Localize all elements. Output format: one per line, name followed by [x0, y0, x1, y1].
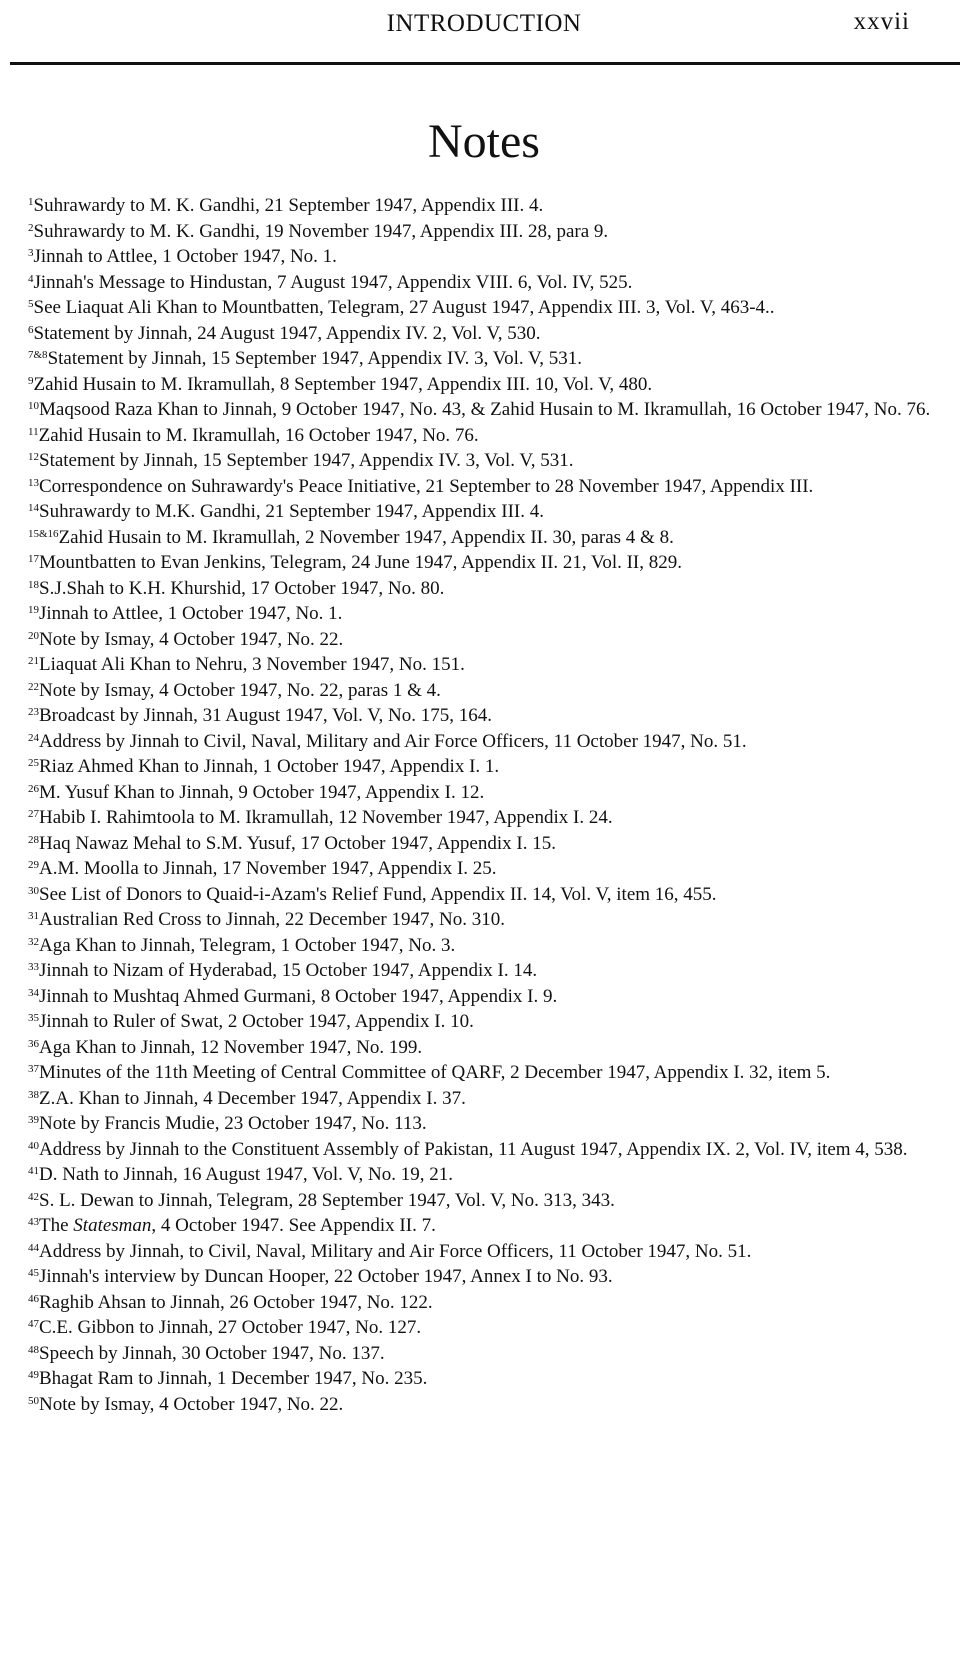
note-text: Note by Francis Mudie, 23 October 1947, No. 113.	[39, 1113, 427, 1134]
note-item	[28, 754, 958, 780]
note-text: Address by Jinnah to Civil, Naval, Military and Air Force Officers, 11 October 1947, No. 51.	[39, 730, 747, 752]
note-number: 37	[28, 1063, 39, 1075]
note-number: 17	[28, 553, 39, 565]
note-text: Riaz Ahmed Khan to Jinnah, 1 October 1947, Appendix I. 1.	[39, 756, 500, 777]
note-number: 6	[28, 323, 34, 336]
note-text: See Liaquat Ali Khan to Mountbatten, Telegram, 27 August 1947, Appendix III. 3, Vol. V, 463-4..	[33, 297, 775, 318]
note-item	[28, 448, 958, 474]
note-number: 44	[28, 1241, 39, 1254]
note-number: 46	[28, 1292, 39, 1305]
note-text: Minutes of the 11th Meeting of Central Committee of QARF, 2 December 1947, Appendix I. 32, item 5.	[39, 1062, 831, 1083]
note-text: S. L. Dewan to Jinnah, Telegram, 28 September 1947, Vol. V, No. 313, 343.	[39, 1189, 615, 1211]
note-text: Liaquat Ali Khan to Nehru, 3 November 1947, No. 151.	[39, 654, 465, 675]
note-text: Raghib Ahsan to Jinnah, 26 October 1947, No. 122.	[39, 1291, 433, 1313]
note-number: 50	[28, 1394, 39, 1407]
note-item	[28, 984, 958, 1010]
note-text: Zahid Husain to M. Ikramullah, 2 November 1947, Appendix II. 30, paras 4 & 8.	[58, 526, 674, 548]
note-item	[28, 193, 958, 219]
note-item	[28, 1315, 958, 1341]
note-number: 38	[28, 1088, 39, 1101]
page-number: xxvii	[853, 8, 910, 35]
note-item	[28, 907, 958, 933]
note-item	[28, 1111, 958, 1137]
note-number: 2	[28, 221, 34, 234]
note-text: Speech by Jinnah, 30 October 1947, No. 137.	[39, 1342, 385, 1364]
note-number: 43	[28, 1216, 39, 1228]
note-item	[28, 933, 958, 959]
note-number: 7&8	[28, 349, 48, 361]
note-number: 24	[28, 731, 39, 744]
note-item	[28, 1239, 958, 1265]
note-number: 15&16	[28, 527, 59, 540]
note-item	[28, 1188, 958, 1214]
note-item	[28, 703, 958, 729]
note-text: C.E. Gibbon to Jinnah, 27 October 1947, No. 127.	[39, 1317, 422, 1338]
note-text: Statement by Jinnah, 15 September 1947, Appendix IV. 3, Vol. V, 531.	[39, 450, 574, 471]
note-text: Jinnah to Attlee, 1 October 1947, No. 1.	[39, 603, 343, 624]
note-text: Jinnah's interview by Duncan Hooper, 22 October 1947, Annex I to No. 93.	[39, 1266, 613, 1287]
note-text: Zahid Husain to M. Ikramullah, 8 September 1947, Appendix III. 10, Vol. V, 480.	[33, 373, 653, 395]
note-number: 47	[28, 1318, 39, 1330]
note-item	[28, 729, 958, 755]
note-item	[28, 219, 958, 245]
note-item	[28, 1162, 958, 1188]
note-italic-title: Statesman	[73, 1215, 152, 1236]
note-text: Aga Khan to Jinnah, Telegram, 1 October 1947, No. 3.	[39, 934, 456, 956]
note-item	[28, 780, 958, 806]
note-number: 49	[28, 1369, 39, 1381]
note-number: 13	[28, 476, 39, 489]
note-text-prefix: The	[39, 1215, 74, 1236]
note-text: A.M. Moolla to Jinnah, 17 November 1947, Appendix I. 25.	[39, 858, 497, 879]
notes-list	[28, 193, 958, 1417]
note-number: 45	[28, 1267, 39, 1279]
note-text: Suhrawardy to M.K. Gandhi, 21 September 1947, Appendix III. 4.	[39, 501, 545, 522]
note-item	[28, 1060, 958, 1086]
note-text: Suhrawardy to M. K. Gandhi, 21 September 1947, Appendix III. 4.	[33, 195, 544, 216]
note-text: Aga Khan to Jinnah, 12 November 1947, No. 199.	[39, 1036, 423, 1058]
note-item	[28, 1213, 958, 1239]
note-text: , 4 October 1947. See Appendix II. 7.	[151, 1215, 436, 1236]
note-text: See List of Donors to Quaid-i-Azam's Relief Fund, Appendix II. 14, Vol. V, item 16, 455.	[39, 883, 717, 905]
note-number: 10	[28, 400, 39, 412]
note-number: 31	[28, 910, 39, 922]
note-item	[28, 270, 958, 296]
note-text: Mountbatten to Evan Jenkins, Telegram, 24 June 1947, Appendix II. 21, Vol. II, 829.	[39, 552, 683, 573]
note-text: Note by Ismay, 4 October 1947, No. 22.	[39, 1393, 344, 1415]
note-item	[28, 805, 958, 831]
note-item	[28, 423, 958, 449]
note-number: 21	[28, 655, 39, 667]
note-text: M. Yusuf Khan to Jinnah, 9 October 1947, Appendix I. 12.	[39, 781, 485, 803]
note-text: Habib I. Rahimtoola to M. Ikramullah, 12 November 1947, Appendix I. 24.	[39, 807, 613, 828]
note-number: 30	[28, 884, 39, 897]
note-item	[28, 1009, 958, 1035]
note-text: Jinnah to Attlee, 1 October 1947, No. 1.	[33, 246, 337, 267]
note-item	[28, 346, 958, 372]
note-text: Note by Ismay, 4 October 1947, No. 22, paras 1 & 4.	[39, 679, 441, 701]
note-number: 35	[28, 1012, 39, 1024]
note-item	[28, 678, 958, 704]
note-item	[28, 652, 958, 678]
note-item	[28, 856, 958, 882]
note-number: 11	[28, 425, 39, 438]
note-item	[28, 576, 958, 602]
note-item	[28, 550, 958, 576]
note-text: Jinnah to Nizam of Hyderabad, 15 October 1947, Appendix I. 14.	[39, 960, 538, 981]
note-number: 41	[28, 1165, 39, 1177]
note-text: Statement by Jinnah, 24 August 1947, Appendix IV. 2, Vol. V, 530.	[33, 322, 541, 344]
note-text: Jinnah to Ruler of Swat, 2 October 1947, Appendix I. 10.	[39, 1011, 474, 1032]
note-text: Address by Jinnah to the Constituent Assembly of Pakistan, 11 August 1947, Appendix IX. 2, Vol. IV, item 4, 538.	[39, 1138, 908, 1160]
note-text: Jinnah's Message to Hindustan, 7 August 1947, Appendix VIII. 6, Vol. IV, 525.	[33, 271, 633, 293]
note-item	[28, 1392, 958, 1418]
note-number: 36	[28, 1037, 39, 1050]
note-item	[28, 1137, 958, 1163]
note-item	[28, 601, 958, 627]
note-item	[28, 1264, 958, 1290]
note-number: 3	[28, 247, 34, 259]
note-number: 26	[28, 782, 39, 795]
note-number: 9	[28, 374, 34, 387]
note-number: 12	[28, 451, 39, 463]
note-item	[28, 1341, 958, 1367]
note-text: Suhrawardy to M. K. Gandhi, 19 November 1947, Appendix III. 28, para 9.	[33, 220, 609, 242]
note-number: 34	[28, 986, 39, 999]
note-text: Broadcast by Jinnah, 31 August 1947, Vol. V, No. 175, 164.	[39, 705, 493, 726]
note-item	[28, 958, 958, 984]
note-number: 4	[28, 272, 34, 285]
note-text: Bhagat Ram to Jinnah, 1 December 1947, No. 235.	[39, 1368, 428, 1389]
note-text: Australian Red Cross to Jinnah, 22 December 1947, No. 310.	[39, 909, 505, 930]
note-text: Jinnah to Mushtaq Ahmed Gurmani, 8 October 1947, Appendix I. 9.	[39, 985, 558, 1007]
note-item	[28, 295, 958, 321]
note-text: Statement by Jinnah, 15 September 1947, Appendix IV. 3, Vol. V, 531.	[47, 348, 583, 369]
note-number: 20	[28, 629, 39, 642]
note-item	[28, 882, 958, 908]
note-item	[28, 1035, 958, 1061]
note-item	[28, 525, 958, 551]
note-text: Address by Jinnah, to Civil, Naval, Military and Air Force Officers, 11 October 1947, No. 51.	[39, 1240, 752, 1262]
note-text: Zahid Husain to M. Ikramullah, 16 October 1947, No. 76.	[38, 424, 479, 446]
note-item	[28, 474, 958, 500]
note-item	[28, 397, 958, 423]
note-number: 22	[28, 680, 39, 693]
note-item	[28, 372, 958, 398]
note-item	[28, 1086, 958, 1112]
note-item	[28, 321, 958, 347]
note-item	[28, 831, 958, 857]
note-item	[28, 244, 958, 270]
note-number: 39	[28, 1114, 39, 1126]
note-item	[28, 627, 958, 653]
note-text: Correspondence on Suhrawardy's Peace Initiative, 21 September to 28 November 1947, Appendix III.	[39, 475, 814, 497]
note-number: 18	[28, 578, 39, 591]
note-number: 23	[28, 706, 39, 718]
note-number: 28	[28, 833, 39, 846]
note-number: 32	[28, 935, 39, 948]
note-text: Haq Nawaz Mehal to S.M. Yusuf, 17 October 1947, Appendix I. 15.	[39, 832, 556, 854]
running-title: INTRODUCTION	[386, 10, 582, 37]
note-item	[28, 499, 958, 525]
note-item	[28, 1366, 958, 1392]
note-text: D. Nath to Jinnah, 16 August 1947, Vol. V, No. 19, 21.	[39, 1164, 453, 1185]
note-number: 40	[28, 1139, 39, 1152]
note-number: 42	[28, 1190, 39, 1203]
note-text: Z.A. Khan to Jinnah, 4 December 1947, Appendix I. 37.	[39, 1087, 466, 1109]
header-rule	[10, 62, 960, 65]
section-title: Notes	[428, 115, 540, 168]
note-number: 25	[28, 757, 39, 769]
note-number: 5	[28, 298, 34, 310]
note-text: S.J.Shah to K.H. Khurshid, 17 October 1947, No. 80.	[39, 577, 445, 599]
note-number: 33	[28, 961, 39, 973]
note-text: Maqsood Raza Khan to Jinnah, 9 October 1947, No. 43, & Zahid Husain to M. Ikramullah, 16 October 1947, No. 76.	[39, 399, 931, 420]
note-number: 29	[28, 859, 39, 871]
note-number: 27	[28, 808, 39, 820]
running-header	[0, 6, 968, 46]
note-text: Note by Ismay, 4 October 1947, No. 22.	[39, 628, 344, 650]
note-number: 48	[28, 1343, 39, 1356]
note-number: 1	[28, 196, 34, 208]
note-number: 14	[28, 502, 39, 514]
note-number: 19	[28, 604, 39, 616]
note-item	[28, 1290, 958, 1316]
